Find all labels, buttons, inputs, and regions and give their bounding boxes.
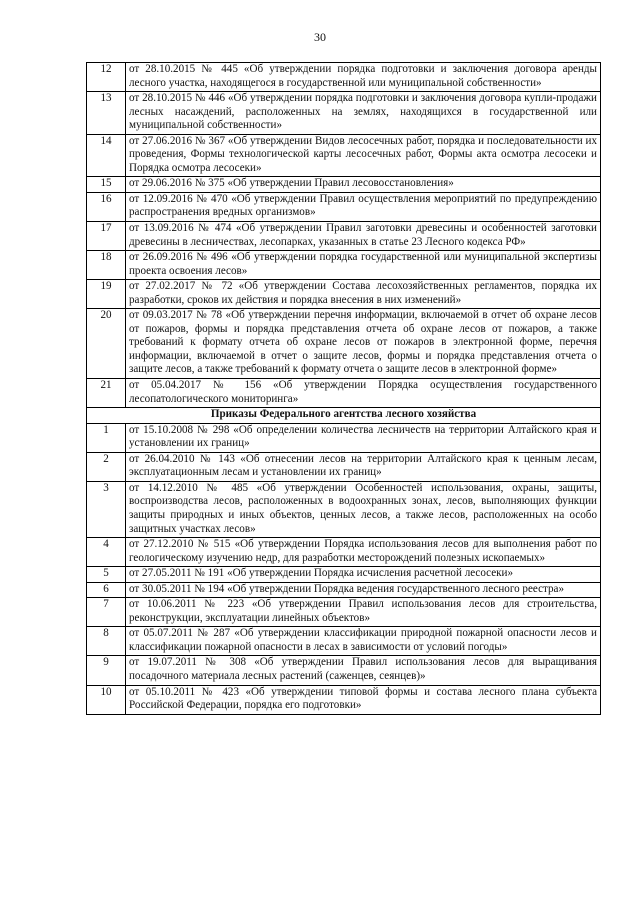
table-row (87, 222, 601, 251)
act-description: от 29.06.2016 № 375 «Об утверждении Правил лесовосстановления» (126, 177, 601, 193)
table-row (87, 481, 601, 537)
act-description: от 05.04.2017 № 156 «Об утверждении Порядка осуществления государственного лесопатологического мониторинга» (126, 379, 601, 408)
legal-acts-table (86, 62, 601, 715)
page-number: 30 (314, 30, 326, 44)
row-number: 21 (87, 379, 126, 408)
act-description: от 26.09.2016 № 496 «Об утверждении порядка государственной или муниципальной экспертизы проекта освоения лесов» (126, 251, 601, 280)
row-number: 2 (87, 452, 126, 481)
act-description: от 15.10.2008 № 298 «Об определении количества лесничеств на территории Алтайского края и установлении их границ» (126, 423, 601, 452)
row-number: 5 (87, 567, 126, 583)
table-row (87, 92, 601, 135)
table-row (87, 309, 601, 379)
table-row (87, 452, 601, 481)
act-description: от 10.06.2011 № 223 «Об утверждении Правил использования лесов для строительства, реконструкции, эксплуатации линейных объектов» (126, 598, 601, 627)
row-number: 9 (87, 656, 126, 685)
table-row (87, 685, 601, 714)
row-number: 7 (87, 598, 126, 627)
act-description: от 28.10.2015 № 445 «Об утверждении порядка подготовки и заключения договора аренды лесного участка, находящегося в государственной или муниципальной собственности» (126, 63, 601, 92)
row-number: 13 (87, 92, 126, 135)
table-row (87, 423, 601, 452)
table-row (87, 280, 601, 309)
act-description: от 26.04.2010 № 143 «Об отнесении лесов на территории Алтайского края к ценным лесам, эксплуатационным лесам и установлении их границ» (126, 452, 601, 481)
table-row (87, 582, 601, 598)
table-row (87, 177, 601, 193)
table-row (87, 567, 601, 583)
row-number: 8 (87, 627, 126, 656)
row-number: 19 (87, 280, 126, 309)
legal-acts-table-body (87, 63, 601, 715)
row-number: 15 (87, 177, 126, 193)
row-number: 18 (87, 251, 126, 280)
table-row (87, 192, 601, 221)
table-row (87, 627, 601, 656)
row-number: 6 (87, 582, 126, 598)
table-row (87, 538, 601, 567)
table-row (87, 134, 601, 177)
section-heading: Приказы Федерального агентства лесного хозяйства (87, 408, 601, 424)
act-description: от 14.12.2010 № 485 «Об утверждении Особенностей использования, охраны, защиты, воспроизводства лесов, расположенных в водоохранных зонах, лесов, выполняющих функции защиты природных и иных объектов, ценных лесов, а также лесов, расположенных на особо защитных участках лесов» (126, 481, 601, 537)
act-description: от 30.05.2011 № 194 «Об утверждении Порядка ведения государственного лесного реестра» (126, 582, 601, 598)
row-number: 20 (87, 309, 126, 379)
table-row (87, 251, 601, 280)
act-description: от 19.07.2011 № 308 «Об утверждении Правил использования лесов для выращивания посадочного материала лесных растений (саженцев, сеянцев)» (126, 656, 601, 685)
section-heading-row (87, 408, 601, 424)
row-number: 3 (87, 481, 126, 537)
act-description: от 28.10.2015 № 446 «Об утверждении порядка подготовки и заключения договора купли-продажи лесных насаждений, расположенных на землях, находящихся в государственной или муниципальной собственности» (126, 92, 601, 135)
act-description: от 27.02.2017 № 72 «Об утверждении Состава лесохозяйственных регламентов, порядка их разработки, сроков их действия и порядка внесения в них изменений» (126, 280, 601, 309)
act-description: от 09.03.2017 № 78 «Об утверждении перечня информации, включаемой в отчет об охране лесов от пожаров, формы и порядка представления отчета об охране лесов от пожаров, а также требований к формату отчета об охране лесов от пожаров в электронной форме, перечня информации, включаемой в отчет о защите лесов, формы и порядка представления отчета о защите лесов, а также требований к формату отчета о защите лесов в электронной форме» (126, 309, 601, 379)
row-number: 12 (87, 63, 126, 92)
act-description: от 27.05.2011 № 191 «Об утверждении Порядка исчисления расчетной лесосеки» (126, 567, 601, 583)
row-number: 1 (87, 423, 126, 452)
act-description: от 27.12.2010 № 515 «Об утверждении Порядка использования лесов для выполнения работ по геологическому изучению недр, для разработки месторождений полезных ископаемых» (126, 538, 601, 567)
table-row (87, 656, 601, 685)
act-description: от 12.09.2016 № 470 «Об утверждении Правил осуществления мероприятий по предупреждению распространения вредных организмов» (126, 192, 601, 221)
act-description: от 13.09.2016 № 474 «Об утверждении Правил заготовки древесины и особенностей заготовки древесины в лесничествах, лесопарках, указанных в статье 23 Лесного кодекса РФ» (126, 222, 601, 251)
row-number: 10 (87, 685, 126, 714)
row-number: 14 (87, 134, 126, 177)
act-description: от 27.06.2016 № 367 «Об утверждении Видов лесосечных работ, порядка и последовательности их проведения, Формы технологической карты лесосечных работ, Формы акта осмотра лесосеки и Порядка осмотра лесосеки» (126, 134, 601, 177)
row-number: 4 (87, 538, 126, 567)
table-row (87, 598, 601, 627)
table-row (87, 379, 601, 408)
table-row (87, 63, 601, 92)
row-number: 16 (87, 192, 126, 221)
act-description: от 05.10.2011 № 423 «Об утверждении типовой формы и состава лесного плана субъекта Российской Федерации, порядка его подготовки» (126, 685, 601, 714)
row-number: 17 (87, 222, 126, 251)
act-description: от 05.07.2011 № 287 «Об утверждении классификации природной пожарной опасности лесов и классификации пожарной опасности в лесах в зависимости от условий погоды» (126, 627, 601, 656)
